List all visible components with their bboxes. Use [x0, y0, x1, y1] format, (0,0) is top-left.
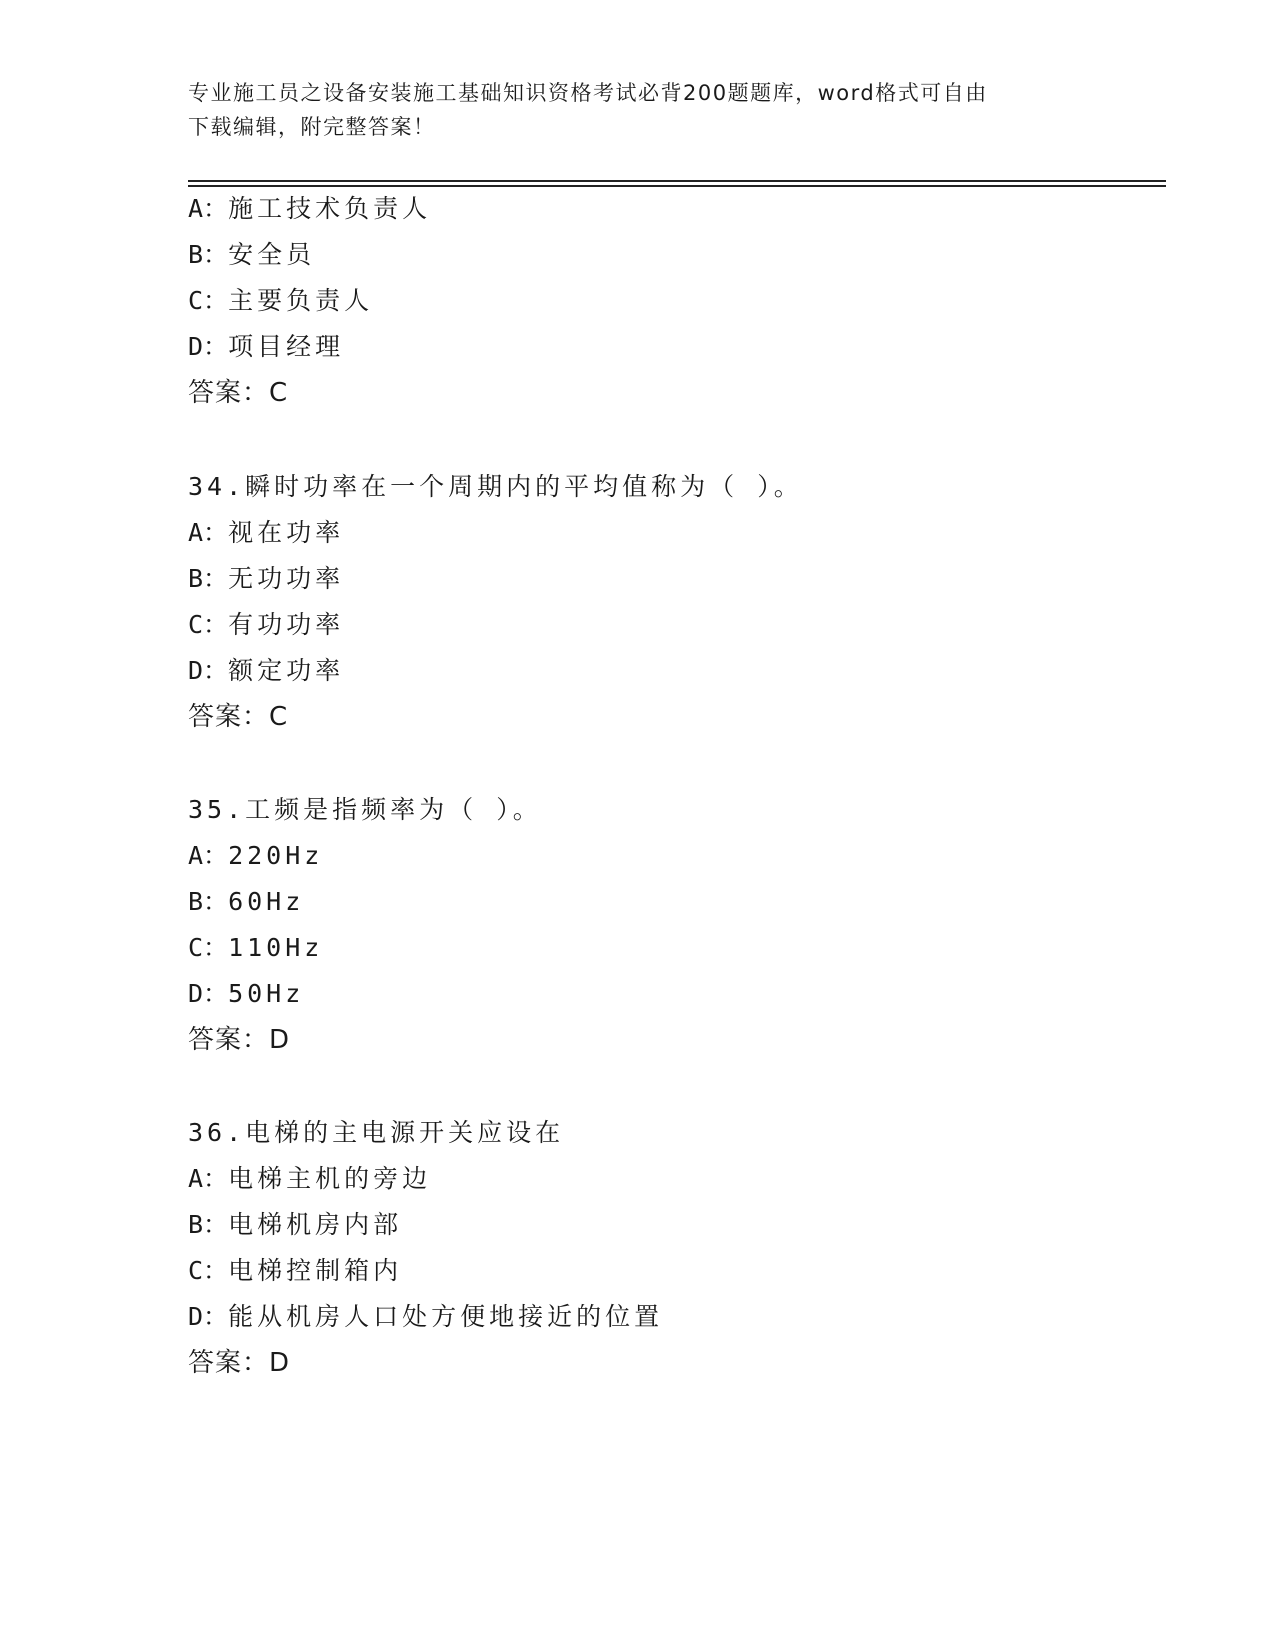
header-divider-top: [188, 180, 1166, 182]
option-text: 项目经理: [228, 332, 345, 361]
option-c: [188, 278, 1148, 324]
option-letter: D：: [188, 979, 229, 1008]
option-text: 电梯机房内部: [228, 1210, 403, 1239]
option-d: [188, 1294, 1148, 1340]
option-text: 施工技术负责人: [228, 194, 432, 223]
document-header: [188, 76, 1088, 144]
option-a: [188, 833, 1148, 879]
option-text: 60Hz: [228, 887, 305, 916]
answer: 答案：C: [188, 702, 289, 732]
option-text: 电梯主机的旁边: [228, 1164, 432, 1193]
option-d: [188, 648, 1148, 694]
option-letter: A：: [188, 518, 229, 547]
header-line-1: 专业施工员之设备安装施工基础知识资格考试必背200题题库，word格式可自由: [188, 81, 988, 105]
question-36: [188, 1110, 1148, 1386]
option-text: 110Hz: [228, 933, 324, 962]
question-35: [188, 787, 1148, 1063]
question-34: [188, 464, 1148, 740]
option-letter: D：: [188, 332, 229, 361]
option-letter: C：: [188, 1256, 229, 1285]
question-text: 35.工频是指频率为（ ）。: [188, 795, 542, 824]
option-letter: B：: [188, 240, 229, 269]
answer: 答案：D: [188, 1348, 291, 1378]
option-letter: C：: [188, 286, 229, 315]
option-letter: C：: [188, 933, 229, 962]
header-line-2: 下载编辑，附完整答案！: [188, 115, 436, 139]
option-text: 额定功率: [228, 656, 345, 685]
option-text: 视在功率: [228, 518, 345, 547]
option-text: 主要负责人: [228, 286, 374, 315]
option-c: [188, 925, 1148, 971]
question-text: 36.电梯的主电源开关应设在: [188, 1118, 565, 1147]
question-33-continued: [188, 186, 1148, 416]
option-letter: D：: [188, 1302, 229, 1331]
option-text: 220Hz: [228, 841, 324, 870]
option-a: [188, 510, 1148, 556]
option-letter: A：: [188, 841, 229, 870]
option-a: [188, 1156, 1148, 1202]
option-text: 有功功率: [228, 610, 345, 639]
option-b: [188, 556, 1148, 602]
option-text: 无功功率: [228, 564, 345, 593]
option-text: 能从机房人口处方便地接近的位置: [228, 1302, 664, 1331]
option-letter: B：: [188, 1210, 229, 1239]
option-letter: C：: [188, 610, 229, 639]
option-letter: B：: [188, 887, 229, 916]
option-d: [188, 971, 1148, 1017]
option-text: 电梯控制箱内: [228, 1256, 403, 1285]
option-d: [188, 324, 1148, 370]
question-text: 34.瞬时功率在一个周期内的平均值称为（ ）。: [188, 472, 803, 501]
option-c: [188, 1248, 1148, 1294]
option-b: [188, 1202, 1148, 1248]
answer: 答案：C: [188, 378, 289, 408]
option-letter: A：: [188, 1164, 229, 1193]
option-b: [188, 879, 1148, 925]
option-letter: D：: [188, 656, 229, 685]
option-b: [188, 232, 1148, 278]
option-letter: B：: [188, 564, 229, 593]
option-text: 安全员: [228, 240, 316, 269]
option-c: [188, 602, 1148, 648]
option-text: 50Hz: [228, 979, 305, 1008]
option-a: [188, 186, 1148, 232]
option-letter: A：: [188, 194, 229, 223]
answer: 答案：D: [188, 1025, 291, 1055]
